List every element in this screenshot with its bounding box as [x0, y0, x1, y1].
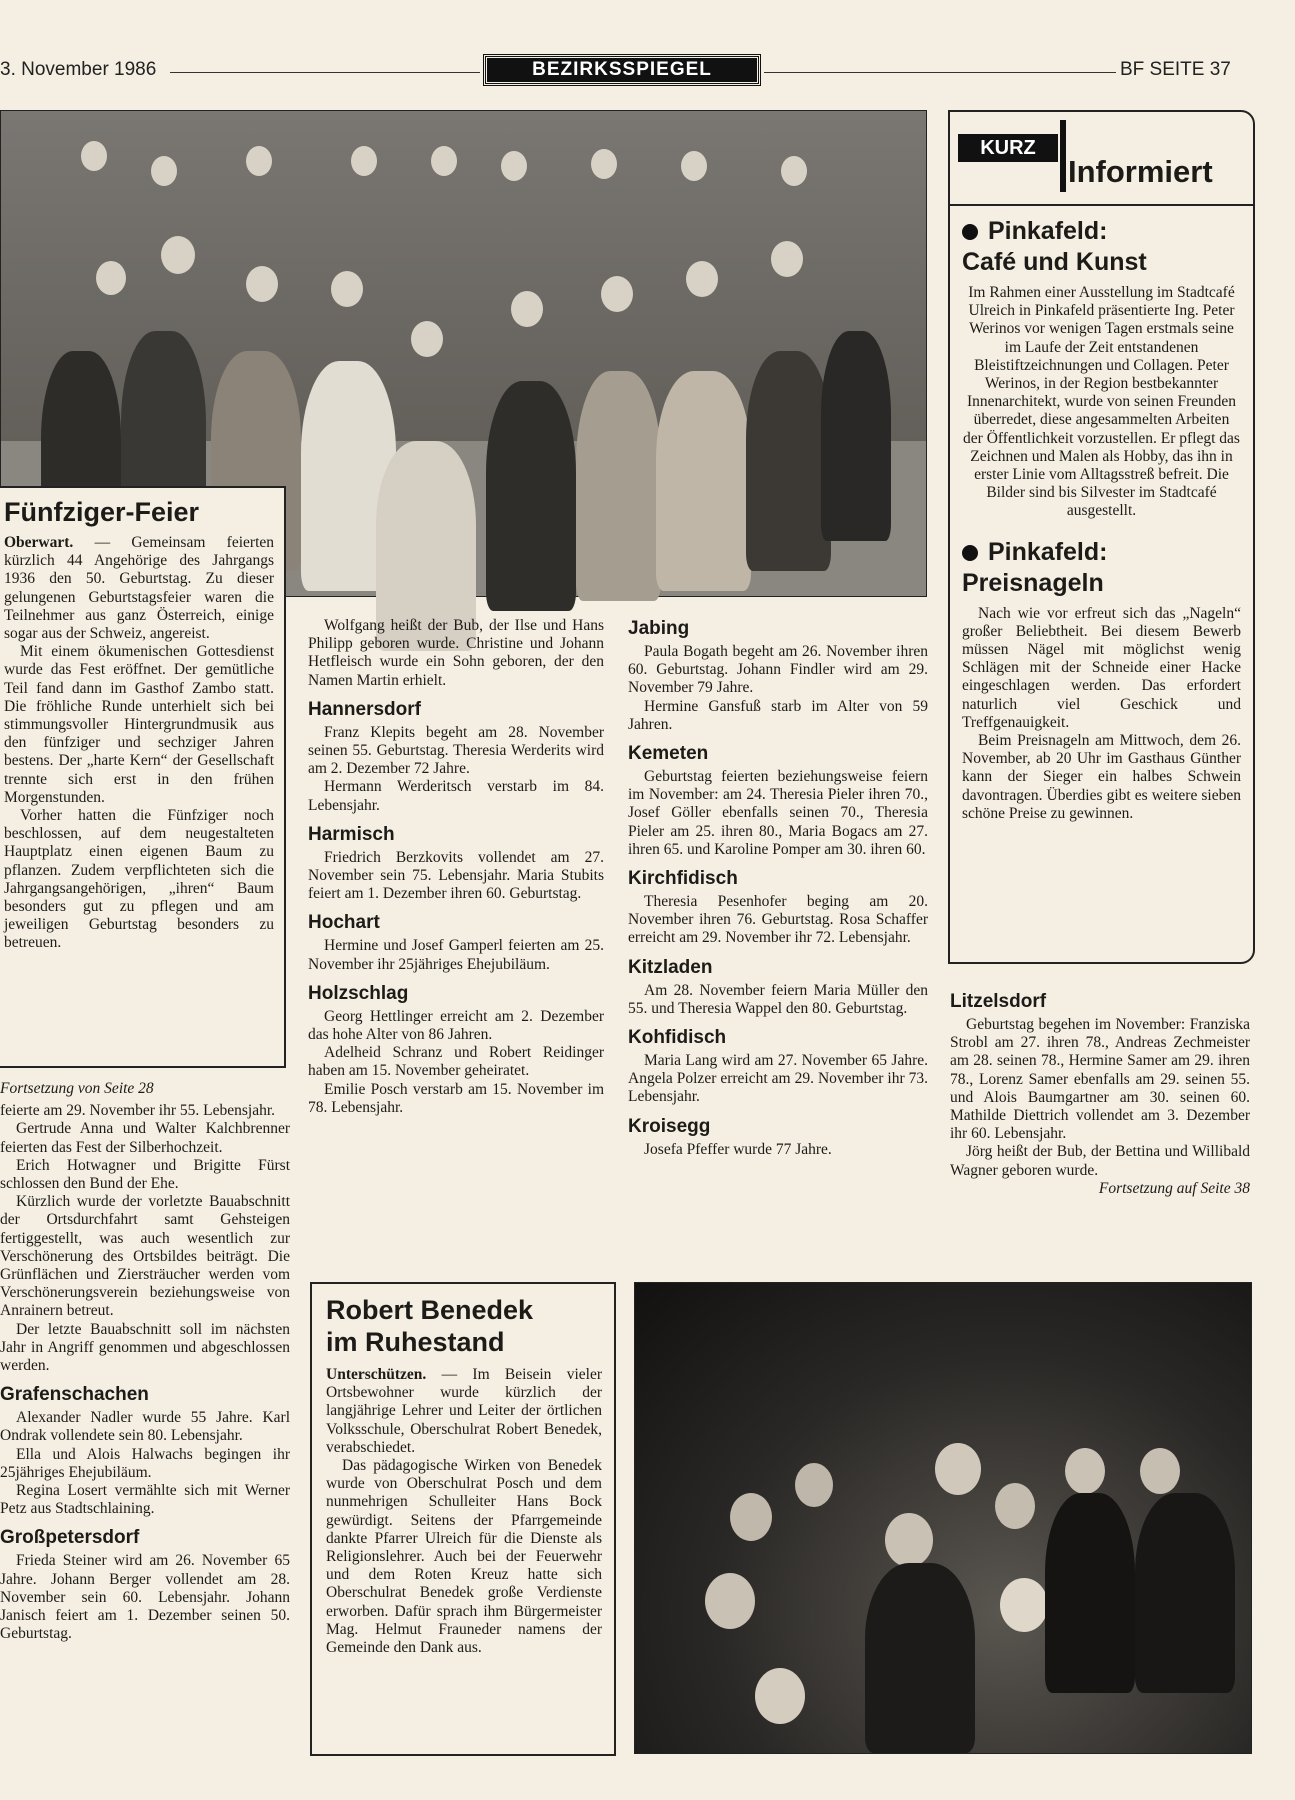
header-rule-right	[764, 72, 1116, 73]
benedek-title: Robert Benedek	[326, 1295, 534, 1325]
town-heading: Kohfidisch	[628, 1027, 727, 1049]
kurz-title: Informiert	[1068, 154, 1213, 189]
left-column: Fortsetzung von Seite 28 feierte am 29. November ihr 55. Lebensjahr. Gertrude Anna und Walter Kalchbrenner feierten das Fest der Silberhochzeit. Erich Hotwagner und Brigitte Fürst schlossen den Bund der Ehe. Kürzlich wurde der vorletzte Bauabschnitt der Ortsdurchfahrt samt Gehsteigen fertiggestellt, was auch wesentlich zur Verschönerung des Ortsbildes beiträgt. Die Grünflächen und Ziersträucher werden vom Verschönerungsverein beziehungsweise von Anrainern betreut. Der letzte Bauabschnitt soll im nächsten Jahr in Angriff genommen und abgeschlossen werden. Grafenschachen Alexander Nadler wurde 55 Jahre. Karl Ondrak vollendete sein 80. Lebensjahr. Ella und Alois Halwachs begingen ihr 25jähriges Ehejubiläum. Regina Losert vermählte sich mit Werner Petz aus Stadtschlaining. Großpetersdorf Frieda Steiner wird am 26. November 65 Jahre. Johann Berger vollendet am 28. November sein 60. Lebensjahr. Johann Janisch feiert am 1. Dezember seinen 50. Geburtstag.	[0, 1080, 290, 1643]
issue-date: 3. November 1986	[0, 59, 157, 80]
right-middle-column: Jabing Paula Bogath begeht am 26. November ihren 60. Geburtstag. Johann Findler wird am 29. November 79 Jahre. Hermine Gansfuß starb im Alter von 59 Jahren. Kemeten Geburtstag feierten beziehungsweise feiern im November: am 24. Theresia Pieler ihren 70., Josef Göller ebenfalls seinen 70., Theresia Pieler am 25. ihren 80., Maria Bogacs am 27. ihren 65. und Karoline Pomper am 30. ihren 60. Kirchfidisch Theresia Pesenhofer beging am 20. November ihren 76. Geburtstag. Rosa Schaffer erreicht am 29. November ihr 72. Lebensjahr. Kitzladen Am 28. November feiern Maria Müller den 55. und Theresia Wappel den 80. Geburtstag. Kohfidisch Maria Lang wird am 27. November 65 Jahre. Angela Polzer erreicht am 29. November ihr 73. Lebensjahr. Kroisegg Josefa Pfeffer wurde 77 Jahre.	[628, 618, 928, 1158]
fuenfziger-title: Fünfziger-Feier	[4, 497, 200, 527]
town-heading: Hannersdorf	[308, 698, 421, 720]
town-heading: Kirchfidisch	[628, 868, 738, 890]
kurz-item-subtitle: Café und Kunst	[962, 248, 1147, 276]
masthead: BEZIRKSSPIEGEL	[484, 55, 760, 85]
fuenfziger-article: Fünfziger-Feier Oberwart. — Gemeinsam feierten kürzlich 44 Angehörige des Jahrgangs 1936 den 50. Geburtstag. Zu dieser gelungenen Geburtstagsfeier waren die Teilnehmer aus ganz Österreich, einige sogar aus der Schweiz, angereist. Mit einem ökumenischen Gottesdienst wurde das Fest eröffnet. Der gemütliche Teil fand dann im Gasthof Zambo statt. Die fröhliche Runde unterhielt sich bei stimmungsvoller Hintergrundmusik aus den fünfziger und sechziger Jahren bestens. Der „harte Kern“ der Gesellschaft trennte sich erst in den frühen Morgenstunden. Vorher hatten die Fünfziger noch beschlossen, auf dem neugestalteten Hauptplatz einen eigenen Baum zu pflanzen. Zudem verpflichteten sich die Jahrgangsangehörigen, „ihren“ Baum besonders gut zu pflegen und am jeweiligen Geburtstag besonders zu betreuen.	[0, 486, 286, 1068]
kurz-informiert-box: KURZ Informiert Pinkafeld: Café und Kunst Im Rahmen einer Ausstellung im Stadtcafé Ulreich in Pinkafeld präsentierte Ing. Peter Werinos vor wenigen Tagen erstmals seine im Laufe der Zeit entstandenen Bleistiftzeichnungen und Collagen. Peter Werinos, in der Region bestbekannter Innenarchitekt, wurde von seinen Freunden überredet, diese angesammelten Arbeiten der Öffentlichkeit vorzustellen. Er pflegt das Zeichnen und Malen als Hobby, das ihn in erster Linie vom Alltagsstreß befreit. Die Bilder sind bis Silvester im Stadtcafé ausgestellt. Pinkafeld: Preisnageln Nach wie vor erfreut sich das „Nageln“ großer Beliebtheit. Bei diesem Bewerb müssen Nägel mit möglichst wenig Schlägen mit der Schneide einer Hacke eingeschlagen werden. Das erfordert naturlich viel Geschick und Treffgenauigkeit. Beim Preisnageln am Mittwoch, dem 26. November, ab 20 Uhr im Gasthaus Günther kann der Sieger ein halbes Schwein davontragen. Überdies gibt es weitere sieben schöne Preise zu gewinnen.	[948, 110, 1255, 964]
kurz-label: KURZ	[958, 134, 1058, 162]
benedek-subtitle: im Ruhestand	[326, 1327, 505, 1357]
continued-from: Fortsetzung von Seite 28	[0, 1080, 154, 1097]
kurz-item-title: Pinkafeld:	[962, 216, 1241, 246]
header-rule-left	[170, 72, 480, 73]
kurz-item-subtitle: Preisnageln	[962, 568, 1104, 597]
town-heading: Holzschlag	[308, 982, 409, 1004]
kurz-item-title: Pinkafeld:	[962, 537, 1241, 567]
bullet-icon	[962, 224, 978, 240]
town-heading: Kemeten	[628, 743, 709, 765]
kurz-header	[950, 112, 1253, 206]
page-number: BF SEITE 37	[1120, 59, 1231, 80]
town-heading: Kitzladen	[628, 956, 713, 978]
bullet-icon	[962, 545, 978, 561]
town-heading: Harmisch	[308, 823, 395, 845]
middle-column: Wolfgang heißt der Bub, der Ilse und Hans Philipp geboren wurde. Christine und Johann Hetfleisch wurde ein Sohn geboren, der den Namen Martin erhielt. Hannersdorf Franz Klepits begeht am 28. November seinen 55. Geburtstag. Theresia Werderits wird am 2. Dezember 72 Jahre. Hermann Werderitsch verstarb im 84. Lebensjahr. Harmisch Friedrich Berzkovits vollendet am 27. November sein 75. Lebensjahr. Maria Stubits feiert am 1. Dezember ihren 60. Geburtstag. Hochart Hermine und Josef Gamperl feierten am 25. November ihr 25jähriges Ehejubiläum. Holzschlag Georg Hettlinger erreicht am 2. Dezember das hohe Alter von 86 Jahren. Adelheid Schranz und Robert Reidinger haben am 15. November geheiratet. Emilie Posch verstarb am 15. November im 78. Lebensjahr.	[308, 617, 604, 1116]
benedek-dateline: Unterschützen.	[326, 1366, 427, 1383]
fuenfziger-dateline: Oberwart.	[4, 534, 74, 551]
town-heading: Litzelsdorf	[950, 991, 1047, 1012]
benedek-article: Robert Benedek im Ruhestand Unterschützen. — Im Beisein vieler Ortsbewohner wurde kürzlich der langjährige Lehrer und Leiter der örtlichen Volksschule, Oberschulrat Robert Benedek, verabschiedet. Das pädagogische Wirken von Benedek wurde von Oberschulrat Posch und dem nunmehrigen Schulleiter Hans Bock gewürdigt. Seitens der Pfarrgemeinde dankte Pfarrer Ulreich für die Dienste als Religionslehrer. Auch bei der Feuerwehr und dem Roten Kreuz hatte sich Oberschulrat Benedek große Verdienste erworben. Dafür sprach ihm Bürgermeister Mag. Helmut Frauneder namens der Gemeinde den Dank aus.	[310, 1282, 616, 1756]
continued-to: Fortsetzung auf Seite 38	[1098, 1179, 1250, 1197]
town-heading: Grafenschachen	[0, 1384, 149, 1406]
town-heading: Kroisegg	[628, 1115, 711, 1137]
litzelsdorf-column: Litzelsdorf Geburtstag begehen im November: Franziska Strobl am 27. ihren 78., Andreas Zechmeister am 28. seinen 78., Hermine Samer am 29. ihren 78., Lorenz Samer ebenfalls am 29. seinen 55. und Alois Baumgartner am 30. seinen 60. Mathilde Diettrich vollendet am 3. Dezember ihr 60. Lebensjahr. Jörg heißt der Bub, der Bettina und Willibald Wagner geboren wurde. Fortsetzung auf Seite 38	[950, 991, 1250, 1197]
kurz-bar	[1060, 120, 1066, 192]
town-heading: Großpetersdorf	[0, 1527, 140, 1549]
town-heading: Hochart	[308, 912, 380, 934]
town-heading: Jabing	[628, 618, 690, 639]
audience-photo	[634, 1282, 1252, 1754]
